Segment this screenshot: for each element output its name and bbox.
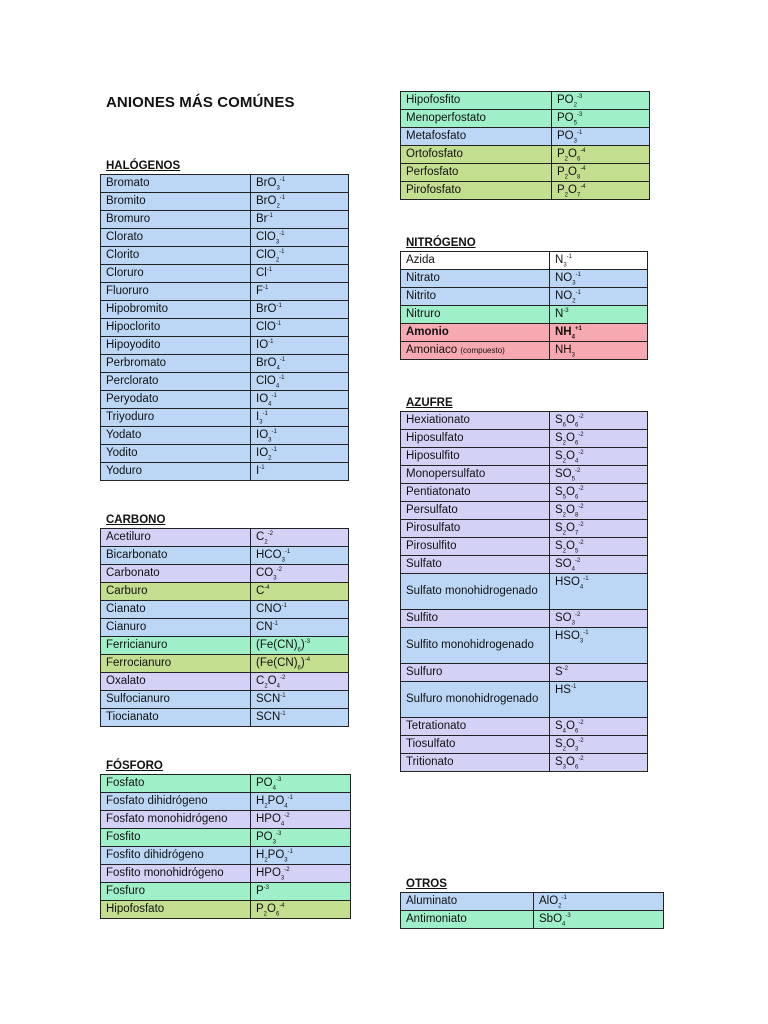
anion-name: Ferricianuro [101, 637, 251, 655]
anion-name: Bromito [101, 193, 251, 211]
anion-name: Fluoruro [101, 283, 251, 301]
anion-name: Perclorato [101, 373, 251, 391]
anion-name: Monopersulfato [401, 466, 550, 484]
anion-name: Amoniaco (compuesto) [401, 342, 550, 360]
anion-name: Perfosfato [401, 164, 552, 182]
anion-formula: $S_2O_3^{-2}$ [550, 736, 648, 754]
anion-name: Carburo [101, 583, 251, 601]
anion-formula: $S_4O_6^{-2}$ [550, 718, 648, 736]
anion-name: Metafosfato [401, 128, 552, 146]
anion-name: Hipofosfato [101, 901, 251, 919]
anion-name: Nitruro [401, 306, 550, 324]
table-row [101, 445, 349, 463]
table-row [401, 128, 650, 146]
section-nitrogeno [400, 235, 648, 360]
anion-formula: $SCN^{-1}$ [251, 691, 349, 709]
table-row [101, 709, 349, 727]
section-title: AZUFRE [406, 397, 453, 409]
anion-name: Fosfuro [101, 883, 251, 901]
anion-name: Fosfato [101, 775, 251, 793]
anion-name: Persulfato [401, 502, 550, 520]
anion-name: Amonio [401, 324, 550, 342]
anion-formula: $SO_4^{-2}$ [550, 556, 648, 574]
table-row [101, 673, 349, 691]
anion-formula: $PO_3^{-1}$ [552, 128, 650, 146]
table-row [101, 247, 349, 265]
table-row [401, 911, 664, 929]
anion-name: Yoduro [101, 463, 251, 481]
table-row [401, 164, 650, 182]
table-row [101, 865, 351, 883]
anion-formula: $I_3^{-1}$ [251, 409, 349, 427]
anion-name: Fosfato dihidrógeno [101, 793, 251, 811]
anion-formula: $C^{-4}$ [251, 583, 349, 601]
section-halogenos [100, 158, 349, 481]
anion-name: Tritionato [401, 754, 550, 772]
anion-formula: $IO_2^{-1}$ [251, 445, 349, 463]
anion-formula: $N^{-3}$ [550, 306, 648, 324]
anion-formula: ClO$_2^{-1}$ [251, 247, 349, 265]
anion-name: Sulfuro [401, 664, 550, 682]
table-row [101, 355, 349, 373]
anion-formula: $SCN^{-1}$ [251, 709, 349, 727]
table-row [401, 664, 648, 682]
table-row [401, 412, 648, 430]
anion-name: Sulfuro monohidrogenado [401, 682, 550, 718]
table-row [101, 283, 349, 301]
anion-formula: $H_2PO_3^{-1}$ [251, 847, 351, 865]
anion-formula: BrO$_3^{-1}$ [251, 175, 349, 193]
anion-formula: $PO_2^{-3}$ [552, 92, 650, 110]
anion-name: Sulfato monohidrogenado [401, 574, 550, 610]
table-row [401, 270, 648, 288]
table-row [101, 811, 351, 829]
anion-formula: $SO_5^{-2}$ [550, 466, 648, 484]
anion-name: Sulfocianuro [101, 691, 251, 709]
anion-formula: $CNO^{-1}$ [251, 601, 349, 619]
anion-name: Azida [401, 252, 550, 270]
anion-formula: $I^{-1}$ [251, 463, 349, 481]
table-row [401, 628, 648, 664]
anion-formula: $N_3^{-1}$ [550, 252, 648, 270]
anion-name: Antimoniato [401, 911, 534, 929]
table-row [101, 373, 349, 391]
table-row [101, 301, 349, 319]
section-title: NITRÓGENO [406, 237, 476, 249]
anion-name: Tiocianato [101, 709, 251, 727]
anion-name: Ferrocianuro [101, 655, 251, 673]
anion-name: Pirosulfito [401, 538, 550, 556]
table-row [101, 529, 349, 547]
anion-name: Cianato [101, 601, 251, 619]
anion-name: Tetrationato [401, 718, 550, 736]
anion-formula: $IO^{-1}$ [251, 337, 349, 355]
anion-formula: $P^{-3}$ [251, 883, 351, 901]
anion-name: Hipofosfito [401, 92, 552, 110]
anion-name: Yodito [101, 445, 251, 463]
anion-name: Hipoclorito [101, 319, 251, 337]
section-otros [400, 876, 664, 929]
anion-table [100, 774, 351, 919]
anion-formula: $HPO_3^{-2}$ [251, 865, 351, 883]
table-row [101, 655, 349, 673]
table-row [101, 427, 349, 445]
table-row [401, 502, 648, 520]
anion-name: Carbonato [101, 565, 251, 583]
table-row [401, 718, 648, 736]
anion-formula: $S_2O_5^{-2}$ [550, 538, 648, 556]
table-row [101, 619, 349, 637]
anion-name: Cloruro [101, 265, 251, 283]
anion-name: Fosfato monohidrógeno [101, 811, 251, 829]
table-row [101, 775, 351, 793]
anion-name: Clorato [101, 229, 251, 247]
anion-formula: $P_2O_8^{-4}$ [552, 164, 650, 182]
table-row [401, 736, 648, 754]
table-row [401, 466, 648, 484]
anion-formula: $HSO_3^{-1}$ [550, 628, 648, 664]
section-azufre [400, 395, 648, 772]
section-title: CARBONO [106, 514, 166, 526]
anion-formula: $HCO_3^{-1}$ [251, 547, 349, 565]
table-row [401, 430, 648, 448]
anion-name: Peryodato [101, 391, 251, 409]
table-row [101, 175, 349, 193]
anion-formula: ClO$_4^{-1}$ [251, 373, 349, 391]
table-row [101, 691, 349, 709]
table-row [101, 883, 351, 901]
anion-name: Aluminato [401, 893, 534, 911]
anion-name: Cianuro [101, 619, 251, 637]
anion-formula: $S_2O_6^{-2}$ [550, 430, 648, 448]
anion-name: Hipoyodito [101, 337, 251, 355]
anion-name: Hexiationato [401, 412, 550, 430]
anion-formula: $S_6O_6^{-2}$ [550, 412, 648, 430]
anion-formula: $PO_5^{-3}$ [552, 110, 650, 128]
anion-formula: AlO$_2^{-1}$ [534, 893, 664, 911]
anion-table [400, 892, 664, 929]
anion-formula: $H_2PO_4^{-1}$ [251, 793, 351, 811]
anion-formula: $HSO_4^{-1}$ [550, 574, 648, 610]
anion-name: Nitrato [401, 270, 550, 288]
anion-formula: $SO_3^{-2}$ [550, 610, 648, 628]
table-row [401, 182, 650, 200]
table-row [401, 556, 648, 574]
anion-formula: $IO_3^{-1}$ [251, 427, 349, 445]
anion-name: Pirosulfato [401, 520, 550, 538]
page-title: ANIONES MÁS COMÚNES [106, 94, 295, 111]
table-row [401, 520, 648, 538]
anion-name: Fosfito monohidrógeno [101, 865, 251, 883]
anion-formula: $IO_4^{-1}$ [251, 391, 349, 409]
anion-formula: BrO$_2^{-1}$ [251, 193, 349, 211]
anion-table [100, 174, 349, 481]
table-row [101, 193, 349, 211]
anion-name: Pirofosfato [401, 182, 552, 200]
anion-formula: $S_5O_6^{-2}$ [550, 484, 648, 502]
anion-name: Triyoduro [101, 409, 251, 427]
anion-table [400, 251, 648, 360]
table-row [101, 601, 349, 619]
anion-name: Bicarbonato [101, 547, 251, 565]
anion-name: Hiposulfato [401, 430, 550, 448]
table-row [101, 337, 349, 355]
table-row [401, 682, 648, 718]
anion-formula: $CN^{-1}$ [251, 619, 349, 637]
anion-name: Sulfato [401, 556, 550, 574]
anion-formula: $HPO_4^{-2}$ [251, 811, 351, 829]
table-row [401, 893, 664, 911]
anion-formula: $NH_3$ [550, 342, 648, 360]
anion-formula: $S_2O_7^{-2}$ [550, 520, 648, 538]
table-row [401, 538, 648, 556]
anion-formula: $S_2O_8^{-2}$ [550, 502, 648, 520]
anion-name: Tiosulfato [401, 736, 550, 754]
anion-name: Hiposulfito [401, 448, 550, 466]
table-row [101, 229, 349, 247]
anion-formula: $F^{-1}$ [251, 283, 349, 301]
anion-formula: $S_3O_6^{-2}$ [550, 754, 648, 772]
anion-name: Yodato [101, 427, 251, 445]
anion-formula: $S^{-2}$ [550, 664, 648, 682]
anion-table [400, 411, 648, 772]
anion-formula: ClO$_3^{-1}$ [251, 229, 349, 247]
anion-formula: $C_2^{-2}$ [251, 529, 349, 547]
anion-formula: $P_2O_7^{-4}$ [552, 182, 650, 200]
anion-name: Bromato [101, 175, 251, 193]
anion-formula: $NO_2^{-1}$ [550, 288, 648, 306]
table-row [401, 448, 648, 466]
anion-formula: $Cl^{-1}$ [251, 265, 349, 283]
table-row [401, 574, 648, 610]
table-row [401, 610, 648, 628]
table-row [401, 484, 648, 502]
anion-formula: $Br^{-1}$ [251, 211, 349, 229]
anion-formula: $HS^{-1}$ [550, 682, 648, 718]
anion-table [400, 91, 650, 200]
section-fosforo [100, 758, 351, 919]
table-row [101, 211, 349, 229]
table-row [401, 754, 648, 772]
anion-name: Sulfito [401, 610, 550, 628]
anion-formula: $CO_3^{-2}$ [251, 565, 349, 583]
anion-name: Ortofosfato [401, 146, 552, 164]
table-row [101, 847, 351, 865]
anion-formula: $C_2O_4^{-2}$ [251, 673, 349, 691]
table-row [401, 110, 650, 128]
table-row [401, 288, 648, 306]
section-title: OTROS [406, 878, 447, 890]
anion-formula: $PO_3^{-3}$ [251, 829, 351, 847]
table-row [101, 319, 349, 337]
anion-name: Fosfito dihidrógeno [101, 847, 251, 865]
table-row [101, 901, 351, 919]
anion-table [100, 528, 349, 727]
table-row [101, 265, 349, 283]
table-row [401, 146, 650, 164]
anion-name: Bromuro [101, 211, 251, 229]
table-row [101, 829, 351, 847]
table-row [401, 252, 648, 270]
table-row [101, 565, 349, 583]
anion-name: Hipobromito [101, 301, 251, 319]
section-title: FÓSFORO [106, 760, 163, 772]
section-title: HALÓGENOS [106, 160, 181, 172]
anion-formula: BrO$^{-1}$ [251, 301, 349, 319]
table-row [401, 324, 648, 342]
table-row [101, 637, 349, 655]
anion-name: Clorito [101, 247, 251, 265]
anion-formula: $NH_4^{+1}$ [550, 324, 648, 342]
anion-name: Fosfito [101, 829, 251, 847]
table-row [101, 391, 349, 409]
anion-formula: $P_2O_6^{-4}$ [251, 901, 351, 919]
anion-formula: $PO_4^{-3}$ [251, 775, 351, 793]
table-row [101, 409, 349, 427]
table-row [401, 342, 648, 360]
table-row [101, 463, 349, 481]
anion-name: Sulfito monohidrogenado [401, 628, 550, 664]
table-row [401, 306, 648, 324]
anion-formula: $(Fe(CN)_6)^{-4}$ [251, 655, 349, 673]
table-row [101, 793, 351, 811]
anion-formula: $NO_3^{-1}$ [550, 270, 648, 288]
anion-formula: $(Fe(CN)_6)^{-3}$ [251, 637, 349, 655]
anion-formula: SbO$_4^{-3}$ [534, 911, 664, 929]
anion-name: Menoperfostato [401, 110, 552, 128]
anion-formula: BrO$_4^{-1}$ [251, 355, 349, 373]
section-fosforo-continued [400, 91, 650, 200]
anion-name: Acetiluro [101, 529, 251, 547]
anion-formula: $P_2O_6^{-4}$ [552, 146, 650, 164]
table-row [101, 583, 349, 601]
anion-name: Pentiatonato [401, 484, 550, 502]
table-row [101, 547, 349, 565]
section-carbono [100, 512, 349, 727]
table-row [401, 92, 650, 110]
anion-name: Oxalato [101, 673, 251, 691]
anion-name: Nitrito [401, 288, 550, 306]
anion-name: Perbromato [101, 355, 251, 373]
anion-formula: $S_2O_4^{-2}$ [550, 448, 648, 466]
anion-formula: ClO$^{-1}$ [251, 319, 349, 337]
